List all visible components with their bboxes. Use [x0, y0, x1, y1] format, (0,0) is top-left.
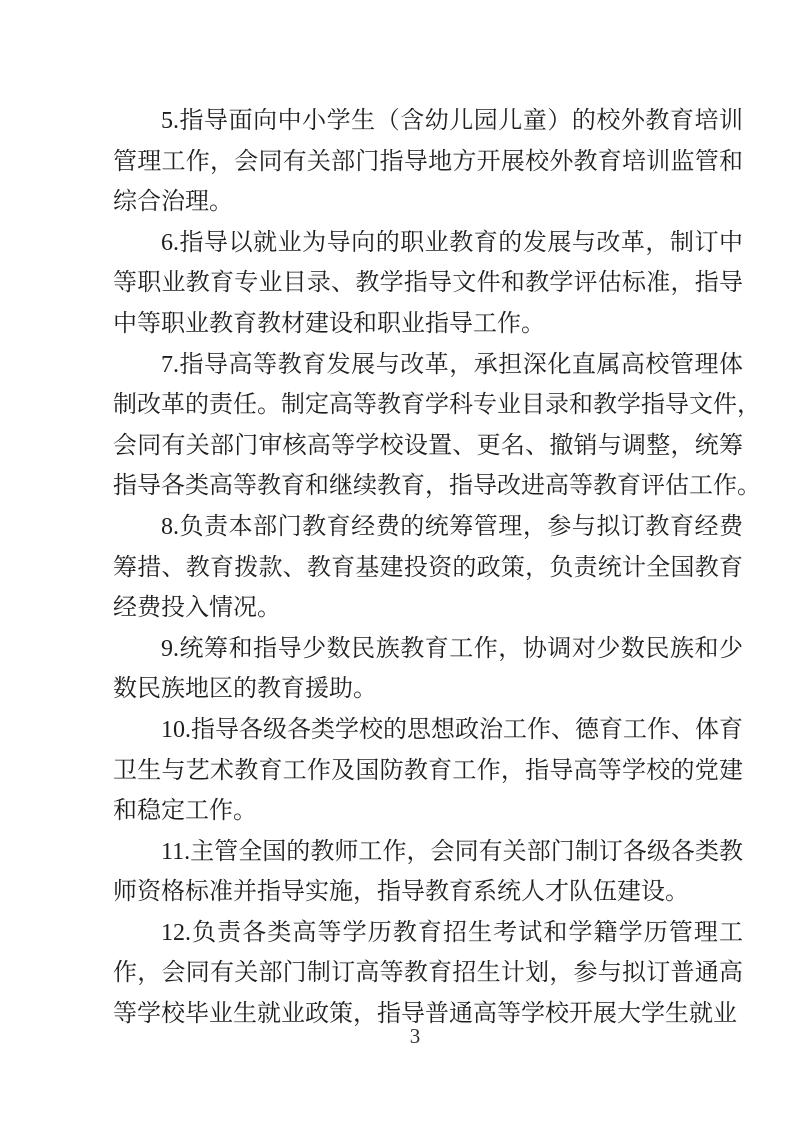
text-line: 12.负责各类高等学历教育招生考试和学籍学历管理工 — [161, 919, 743, 946]
text-line: 10.指导各级各类学校的思想政治工作、德育工作、体育 — [161, 716, 743, 743]
text-line: 等职业教育专业目录、教学指导文件和教学评估标准，指导 — [113, 270, 743, 297]
text-line: 制改革的责任。制定高等教育学科专业目录和教学指导文件， — [113, 392, 761, 419]
text-line: 9.统筹和指导少数民族教育工作，协调对少数民族和少 — [161, 635, 743, 662]
text-line: 中等职业教育教材建设和职业指导工作。 — [113, 310, 545, 337]
text-line: 等学校毕业生就业政策，指导普通高等学校开展大学生就业 — [113, 1001, 737, 1028]
text-line: 筹措、教育拨款、教育基建投资的政策，负责统计全国教育 — [113, 554, 743, 581]
text-line: 5.指导面向中小学生（含幼儿园儿童）的校外教育培训 — [161, 108, 743, 134]
text-line: 师资格标准并指导实施，指导教育系统人才队伍建设。 — [113, 879, 689, 906]
text-line: 11.主管全国的教师工作，会同有关部门制订各级各类教 — [161, 838, 743, 865]
text-line: 6.指导以就业为导向的职业教育的发展与改革，制订中 — [161, 229, 743, 256]
text-line: 会同有关部门审核高等学校设置、更名、撤销与调整，统筹 — [113, 432, 743, 459]
page-number: 3 — [409, 1024, 421, 1048]
text-line: 卫生与艺术教育工作及国防教育工作，指导高等学校的党建 — [113, 757, 743, 784]
text-line: 综合治理。 — [113, 189, 233, 216]
text-line: 指导各类高等教育和继续教育，指导改进高等教育评估工作。 — [113, 473, 761, 500]
text-line: 经费投入情况。 — [113, 595, 281, 622]
text-line: 管理工作，会同有关部门指导地方开展校外教育培训监管和 — [113, 148, 743, 175]
document-body — [113, 101, 761, 1035]
text-line: 和稳定工作。 — [113, 798, 257, 825]
text-line: 数民族地区的教育援助。 — [113, 676, 377, 703]
text-line: 7.指导高等教育发展与改革，承担深化直属高校管理体 — [161, 351, 743, 378]
text-line: 作，会同有关部门制订高等教育招生计划，参与拟订普通高 — [113, 960, 743, 987]
text-line: 8.负责本部门教育经费的统筹管理，参与拟订教育经费 — [161, 513, 743, 540]
